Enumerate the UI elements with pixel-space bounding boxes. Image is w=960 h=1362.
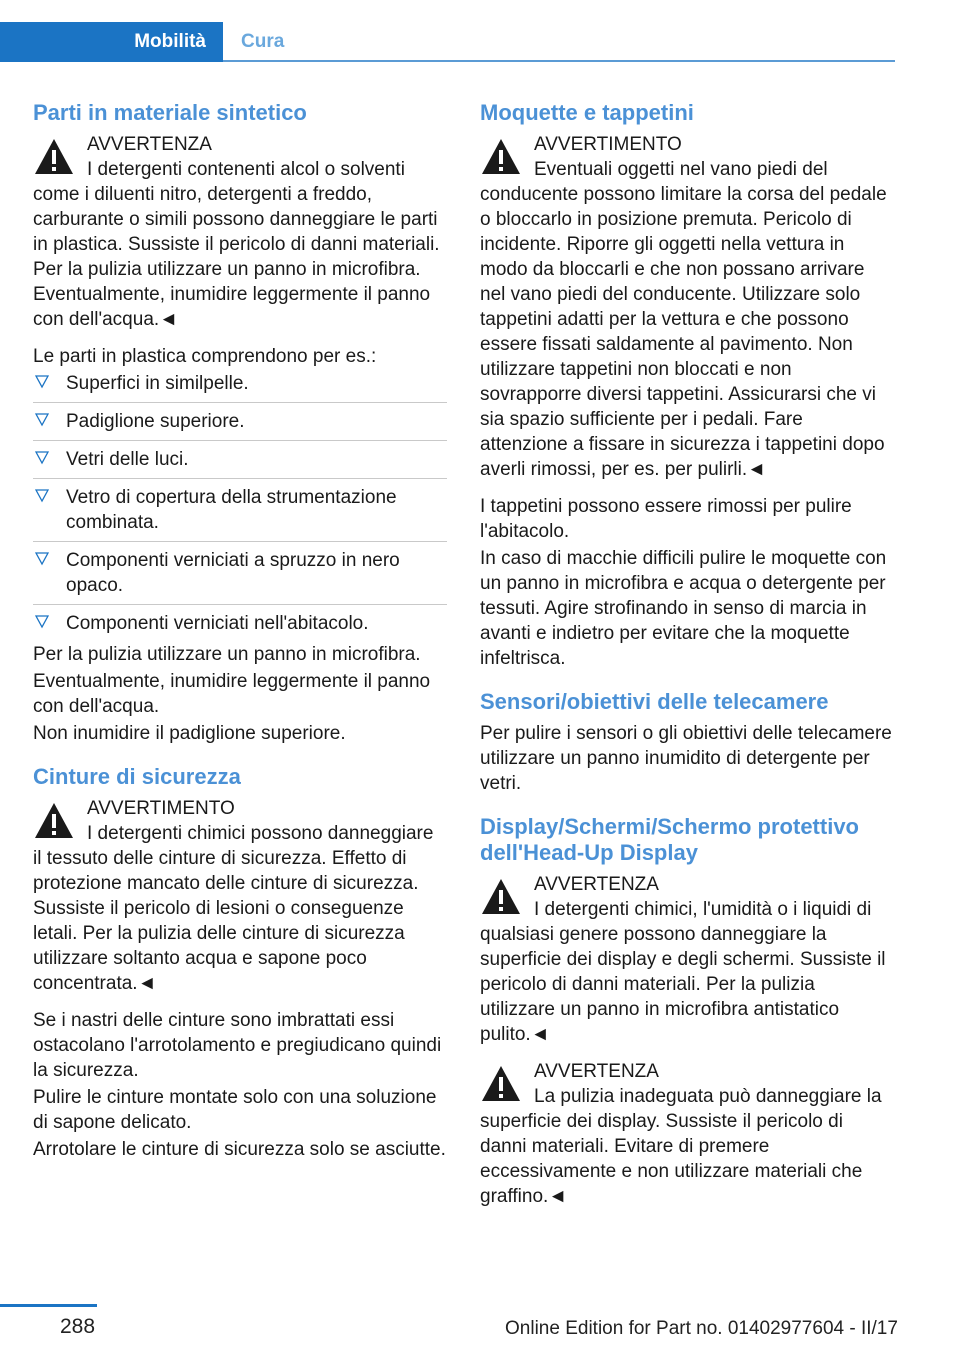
header-rule bbox=[223, 60, 895, 62]
section-title-camera-sensors: Sensori/obiettivi delle telecamere bbox=[480, 689, 829, 714]
paragraph: Non inumidire il padiglione superiore. bbox=[33, 723, 346, 744]
page-number: 288 bbox=[60, 1315, 96, 1338]
warning-label: AVVERTENZA bbox=[87, 134, 212, 155]
warning-label: AVVERTENZA bbox=[534, 874, 659, 895]
section-title-displays: Display/Schermi/Schermo protettivo dell'Head-Up Display bbox=[480, 814, 859, 865]
paragraph: Pulire le cinture montate solo con una soluzione di sapone delicato. bbox=[33, 1087, 437, 1133]
paragraph: I tappetini possono essere rimossi per pulire l'abitacolo. bbox=[480, 496, 852, 542]
warning-block bbox=[480, 1059, 894, 1209]
warning-block bbox=[480, 132, 894, 482]
warning-text: I detergenti contenenti alcol o solventi come i diluenti nitro, detergenti a freddo, carburante o simili possono danneggiare le parti in plastica. Sussiste il pericolo di danni materiali. Per la pulizia utilizzare un panno in microfibra. Eventualmente, inumidire leggermente il panno con dell'acqua.◄ bbox=[33, 159, 440, 330]
warning-block bbox=[33, 796, 447, 996]
warning-triangle-icon bbox=[33, 136, 75, 178]
chapter-tabs bbox=[0, 0, 895, 62]
warning-text: La pulizia inadeguata può danneggiare la superficie dei display. Sussiste il pericolo di danni materiali. Evitare di premere eccessivamente e non utilizzare materiali che graffino.◄ bbox=[480, 1086, 882, 1207]
list-item: Padiglione superiore. bbox=[33, 409, 447, 441]
paragraph: Per pulire i sensori o gli obiettivi delle telecamere utilizzare un panno inumidito di detergente per vetri. bbox=[480, 723, 892, 794]
paragraph: Se i nastri delle cinture sono imbrattati essi ostacolano l'arrotolamento e pregiudicano quindi la sicurezza. bbox=[33, 1010, 442, 1081]
section-title-carpets: Moquette e tappetini bbox=[480, 100, 694, 125]
triangle-bullet-icon bbox=[35, 615, 49, 629]
right-column bbox=[480, 100, 894, 1221]
list-item: Componenti verniciati a spruzzo in nero opaco. bbox=[33, 548, 447, 605]
bullet-list bbox=[33, 371, 447, 642]
warning-text: I detergenti chimici, l'umidità o i liquidi di qualsiasi genere possono danneggiare la superficie dei display e degli schermi. Sussiste il pericolo di danni materiali. Per la pulizia utilizzare un panno in microfibra antistatico pulito.◄ bbox=[480, 899, 886, 1045]
triangle-bullet-icon bbox=[35, 375, 49, 389]
list-item: Superfici in similpelle. bbox=[33, 371, 447, 403]
edition-footer: Online Edition for Part no. 01402977604 - II/17 bbox=[505, 1318, 898, 1339]
paragraph: Le parti in plastica comprendono per es.: bbox=[33, 346, 377, 367]
warning-triangle-icon bbox=[480, 876, 522, 918]
tab-mobilita[interactable]: Mobilità bbox=[0, 22, 223, 62]
warning-block bbox=[33, 132, 447, 332]
paragraph: In caso di macchie difficili pulire le moquette con un panno in microfibra e acqua o detergente per tessuti. Agire strofinando in senso di marcia in avanti e indietro per evitare che la moquette infeltrisca. bbox=[480, 548, 887, 669]
paragraph: Eventualmente, inumidire leggermente il panno con dell'acqua. bbox=[33, 671, 431, 717]
section-title-plastic-parts: Parti in materiale sintetico bbox=[33, 100, 307, 125]
page-number-rule bbox=[0, 1304, 97, 1307]
warning-text: Eventuali oggetti nel vano piedi del conducente possono limitare la corsa del pedale o bloccarlo in posizione premuta. Pericolo di incidente. Riporre gli oggetti nella vettura in modo da bloccarli e che non possano arrivare nel vano piedi del conducente. Utilizzare solo tappetini adatti per la vettura e che possono essere fissati saldamente al pavimento. Non utilizzare tappetini non bloccati e non sovrapporre diversi tappetini. Assicurarsi che vi sia spazio sufficiente per i pedali. Fare attenzione a fissare in sicurezza i tappetini dopo averli rimossi, per es. per pulirli.◄ bbox=[480, 159, 887, 480]
list-item: Vetri delle luci. bbox=[33, 447, 447, 479]
warning-label: AVVERTENZA bbox=[534, 1061, 659, 1082]
warning-block bbox=[480, 872, 894, 1047]
warning-label: AVVERTIMENTO bbox=[87, 798, 235, 819]
paragraph: Per la pulizia utilizzare un panno in microfibra. bbox=[33, 644, 421, 665]
warning-text: I detergenti chimici possono danneggiare il tessuto delle cinture di sicurezza. Effetto di protezione mancato delle cinture di sicurezza. Sussiste il pericolo di lesioni o conseguenze letali. Per la pulizia delle cinture di sicurezza utilizzare soltanto acqua e sapone poco concentrata.◄ bbox=[33, 823, 434, 994]
warning-triangle-icon bbox=[33, 800, 75, 842]
warning-triangle-icon bbox=[480, 1063, 522, 1105]
tab-cura[interactable]: Cura bbox=[241, 31, 285, 52]
list-item: Vetro di copertura della strumentazione combinata. bbox=[33, 485, 447, 542]
left-column bbox=[33, 100, 447, 1170]
warning-triangle-icon bbox=[480, 136, 522, 178]
warning-label: AVVERTIMENTO bbox=[534, 134, 682, 155]
triangle-bullet-icon bbox=[35, 413, 49, 427]
list-item: Componenti verniciati nell'abitacolo. bbox=[33, 611, 447, 642]
paragraph: Arrotolare le cinture di sicurezza solo se asciutte. bbox=[33, 1139, 446, 1160]
triangle-bullet-icon bbox=[35, 552, 49, 566]
triangle-bullet-icon bbox=[35, 489, 49, 503]
section-title-seat-belts: Cinture di sicurezza bbox=[33, 764, 241, 789]
triangle-bullet-icon bbox=[35, 451, 49, 465]
